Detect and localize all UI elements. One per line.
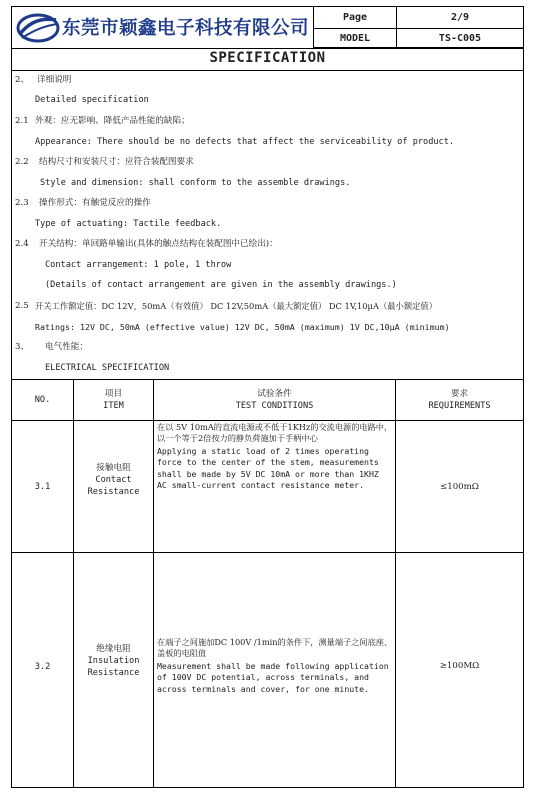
header-item-cn: 项目 — [104, 389, 123, 399]
table-row-item — [73, 552, 154, 788]
section-text: Detailed specification — [35, 95, 149, 105]
table-header-requirements — [395, 379, 524, 421]
row-item-cn: 接触电阻 — [96, 463, 131, 473]
row-no: 3.1 — [34, 482, 51, 492]
section-num: 2.4 — [15, 239, 29, 249]
section-num: 2、 — [15, 75, 30, 85]
section-num: 2.5 — [15, 301, 29, 311]
row-cond-en: Measurement shall be made following application of 100V DC potential, across terminals, and across terminals and cover, for one minute. — [157, 661, 389, 694]
section-num: 2.1 — [15, 116, 29, 126]
section-num: 2.3 — [15, 198, 29, 208]
company-logo — [16, 12, 60, 44]
section-text: Contact arrangement: 1 pole, 1 throw — [45, 260, 232, 270]
section-text: Type of actuating: Tactile feedback. — [35, 219, 222, 229]
header-req-cn: 要求 — [450, 389, 469, 399]
page-label-cell — [313, 6, 397, 29]
row-cond-cn: 在以 5V 10mA的直流电源或不低于1KHz的交流电源的电路中，以一个等于2倍按力的静负荷施加于手柄中心 — [157, 422, 393, 444]
table-row-item — [73, 420, 154, 553]
table-row-conditions — [153, 420, 396, 553]
section-text: Ratings: 12V DC, 50mA (effective value) 12V DC, 50mA (maximum) 1V DC,10μA (minimum) — [35, 322, 450, 332]
section-text: ELECTRICAL SPECIFICATION — [45, 363, 170, 373]
model-label-cell — [313, 28, 397, 48]
row-req: ≤100mΩ — [440, 482, 479, 492]
header-item-en: ITEM — [103, 401, 124, 411]
model-value: TS-C005 — [438, 32, 482, 44]
header-req-en: REQUIREMENTS — [428, 401, 491, 411]
section-text: 开关工作额定值：DC 12V，50mA（有效值） DC 12V,50mA（最大额定值） DC 1V,10μA（最小额定值） — [35, 301, 438, 311]
row-cond-en: Applying a static load of 2 times operating force to the center of the stem, measurements shall be made by 5V DC 10mA or more than 1KHZ AC small-current contact resistance meter. — [157, 446, 379, 491]
table-row-no — [11, 552, 74, 788]
row-item-en2: Resistance — [87, 487, 140, 497]
logo-swoosh-icon — [16, 12, 60, 44]
title-divider — [11, 70, 524, 71]
row-no: 3.2 — [34, 662, 51, 672]
section-text: Style and dimension: shall conform to the assemble drawings. — [40, 178, 351, 188]
page-title: SPECIFICATION — [209, 50, 326, 66]
row-item-cn: 绝缘电阻 — [96, 644, 131, 654]
section-text: Appearance: There should be no defects that affect the serviceability of product. — [35, 137, 455, 147]
page-value: 2/9 — [450, 12, 470, 23]
section-text: 结构尺寸和安装尺寸：应符合装配图要求 — [39, 157, 194, 167]
table-row-requirement — [395, 552, 524, 788]
row-req: ≥100MΩ — [439, 661, 480, 671]
table-row-no — [11, 420, 74, 553]
section-num: 3、 — [15, 342, 30, 352]
header-cond-cn: 试验条件 — [257, 389, 292, 399]
table-header-item — [73, 379, 154, 421]
model-label: MODEL — [339, 32, 371, 44]
row-item-en1: Contact — [95, 475, 132, 485]
header-divider — [11, 48, 524, 49]
company-name: 东莞市颖鑫电子科技有限公司 — [62, 18, 310, 39]
header-cond-en: TEST CONDITIONS — [235, 401, 314, 411]
section-text: 电气性能： — [45, 342, 88, 352]
section-text: 外观：应无影响、降低产品性能的缺陷； — [35, 116, 190, 126]
section-text: 开关结构：单回路单输出(具体的触点结构在装配图中已绘出)： — [39, 239, 278, 249]
header-no-label: NO. — [34, 395, 51, 405]
table-row-conditions — [153, 552, 396, 788]
model-value-cell — [396, 28, 524, 48]
table-header-no — [11, 379, 74, 421]
section-text: 操作形式：有触觉反应的操作 — [39, 198, 151, 208]
table-row-requirement — [395, 420, 524, 553]
row-item-en2: Resistance — [87, 668, 140, 678]
section-text: 详细说明 — [37, 75, 72, 85]
section-num: 2.2 — [15, 157, 29, 167]
page-value-cell — [396, 6, 524, 29]
table-header-conditions — [153, 379, 396, 421]
row-item-en1: Insulation — [87, 656, 140, 666]
section-text: (Details of contact arrangement are given in the assembly drawings.) — [45, 280, 397, 290]
page-label: Page — [342, 12, 368, 23]
row-cond-cn: 在端子之间施加DC 100V /1min的条件下，测量端子之间底座、盖板的电阻值 — [157, 637, 393, 659]
